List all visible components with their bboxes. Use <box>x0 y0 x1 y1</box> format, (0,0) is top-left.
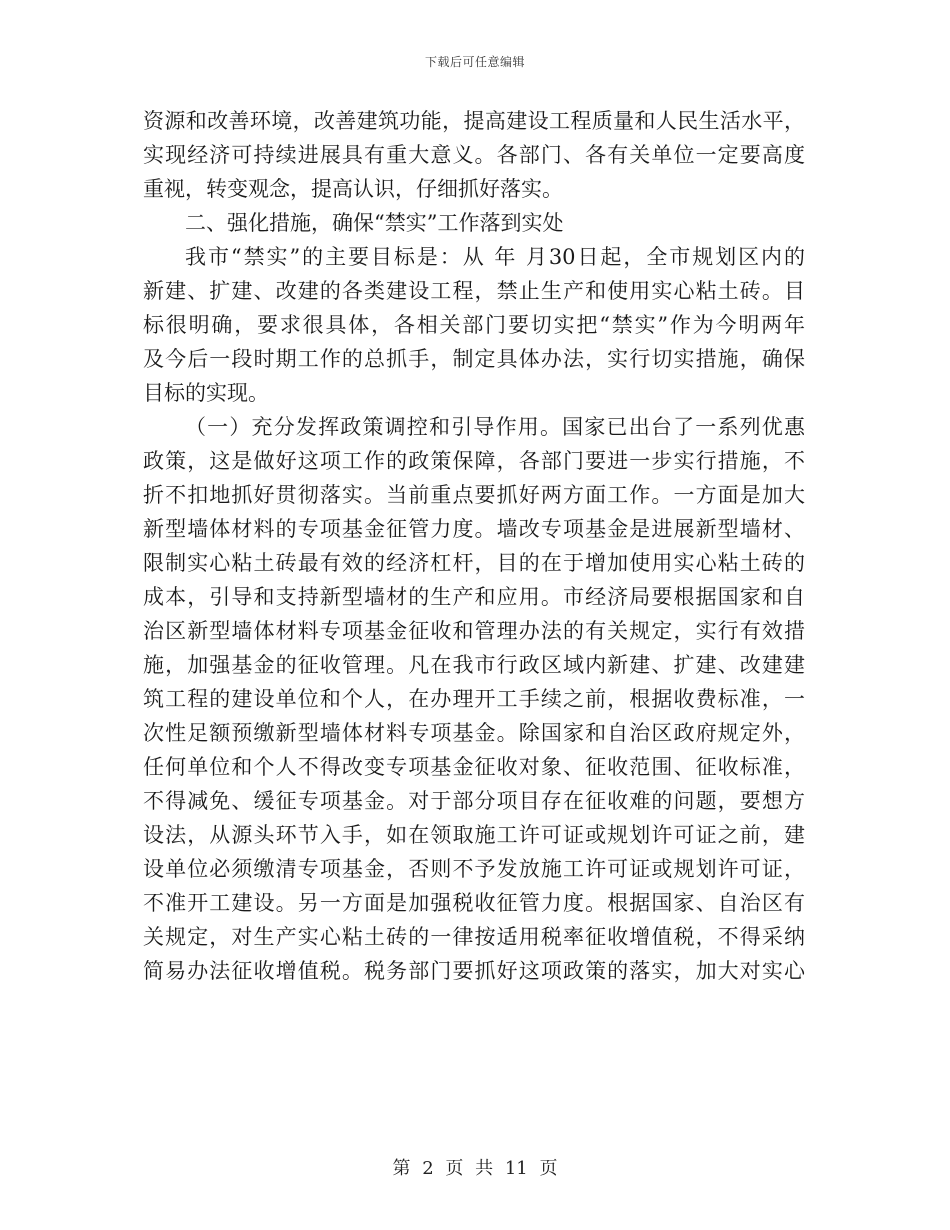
text-line: 目标的实现。 <box>143 381 269 405</box>
text-line: 新建、扩建、改建的各类建设工程，禁止生产和使用实心粘土砖。目 <box>143 279 805 303</box>
text-line: 重视，转变观念，提高认识，仔细抓好落实。 <box>143 177 563 201</box>
text-line: 不得减免、缓征专项基金。对于部分项目存在征收难的问题，要想方 <box>143 789 805 813</box>
text-line: 设单位必须缴清专项基金，否则不予发放施工许可证或规划许可证， <box>143 857 805 881</box>
text-line: 政策，这是做好这项工作的政策保障，各部门要进一步实行措施，不 <box>143 449 805 473</box>
text-line: 治区新型墙体材料专项基金征收和管理办法的有关规定，实行有效措 <box>143 619 805 643</box>
text-line: 任何单位和个人不得改变专项基金征收对象、征收范围、征收标准， <box>143 755 805 779</box>
text-line: 次性足额预缴新型墙体材料专项基金。除国家和自治区政府规定外， <box>143 721 805 745</box>
text-line: 施，加强基金的征收管理。凡在我市行政区域内新建、扩建、改建建 <box>143 653 805 677</box>
text-line: 筑工程的建设单位和个人，在办理开工手续之前，根据收费标准，一 <box>143 687 805 711</box>
text-line: 我市“禁实”的主要目标是：从 年 月30日起，全市规划区内的 <box>185 245 805 269</box>
text-line: 及今后一段时期工作的总抓手，制定具体办法，实行切实措施，确保 <box>143 347 805 371</box>
header-note: 下载后可任意编辑 <box>424 55 525 69</box>
text-line: （一）充分发挥政策调控和引导作用。国家已出台了一系列优惠 <box>185 415 805 439</box>
text-line: 关规定，对生产实心粘土砖的一律按适用税率征收增值税，不得采纳 <box>143 925 805 949</box>
text-line: 资源和改善环境，改善建筑功能，提高建设工程质量和人民生活水平， <box>143 109 805 133</box>
text-line: 新型墙体材料的专项基金征管力度。墙改专项基金是进展新型墙材、 <box>143 517 805 541</box>
text-line: 成本，引导和支持新型墙材的生产和应用。市经济局要根据国家和自 <box>143 585 805 609</box>
text-line: 限制实心粘土砖最有效的经济杠杆，目的在于增加使用实心粘土砖的 <box>143 551 805 575</box>
page-number: 第 2 页 共 11 页 <box>392 1158 558 1179</box>
text-line: 实现经济可持续进展具有重大意义。各部门、各有关单位一定要高度 <box>143 143 805 167</box>
section-heading: 二、强化措施，确保“禁实”工作落到实处 <box>185 211 564 235</box>
text-line: 标很明确，要求很具体，各相关部门要切实把“禁实”作为今明两年 <box>143 313 805 337</box>
text-line: 折不扣地抓好贯彻落实。当前重点要抓好两方面工作。一方面是加大 <box>143 483 805 507</box>
body-text <box>143 104 805 988</box>
text-line: 设法，从源头环节入手，如在领取施工许可证或规划许可证之前，建 <box>143 823 805 847</box>
text-line: 不准开工建设。另一方面是加强税收征管力度。根据国家、自治区有 <box>143 891 805 915</box>
text-line: 简易办法征收增值税。税务部门要抓好这项政策的落实，加大对实心 <box>143 959 805 983</box>
